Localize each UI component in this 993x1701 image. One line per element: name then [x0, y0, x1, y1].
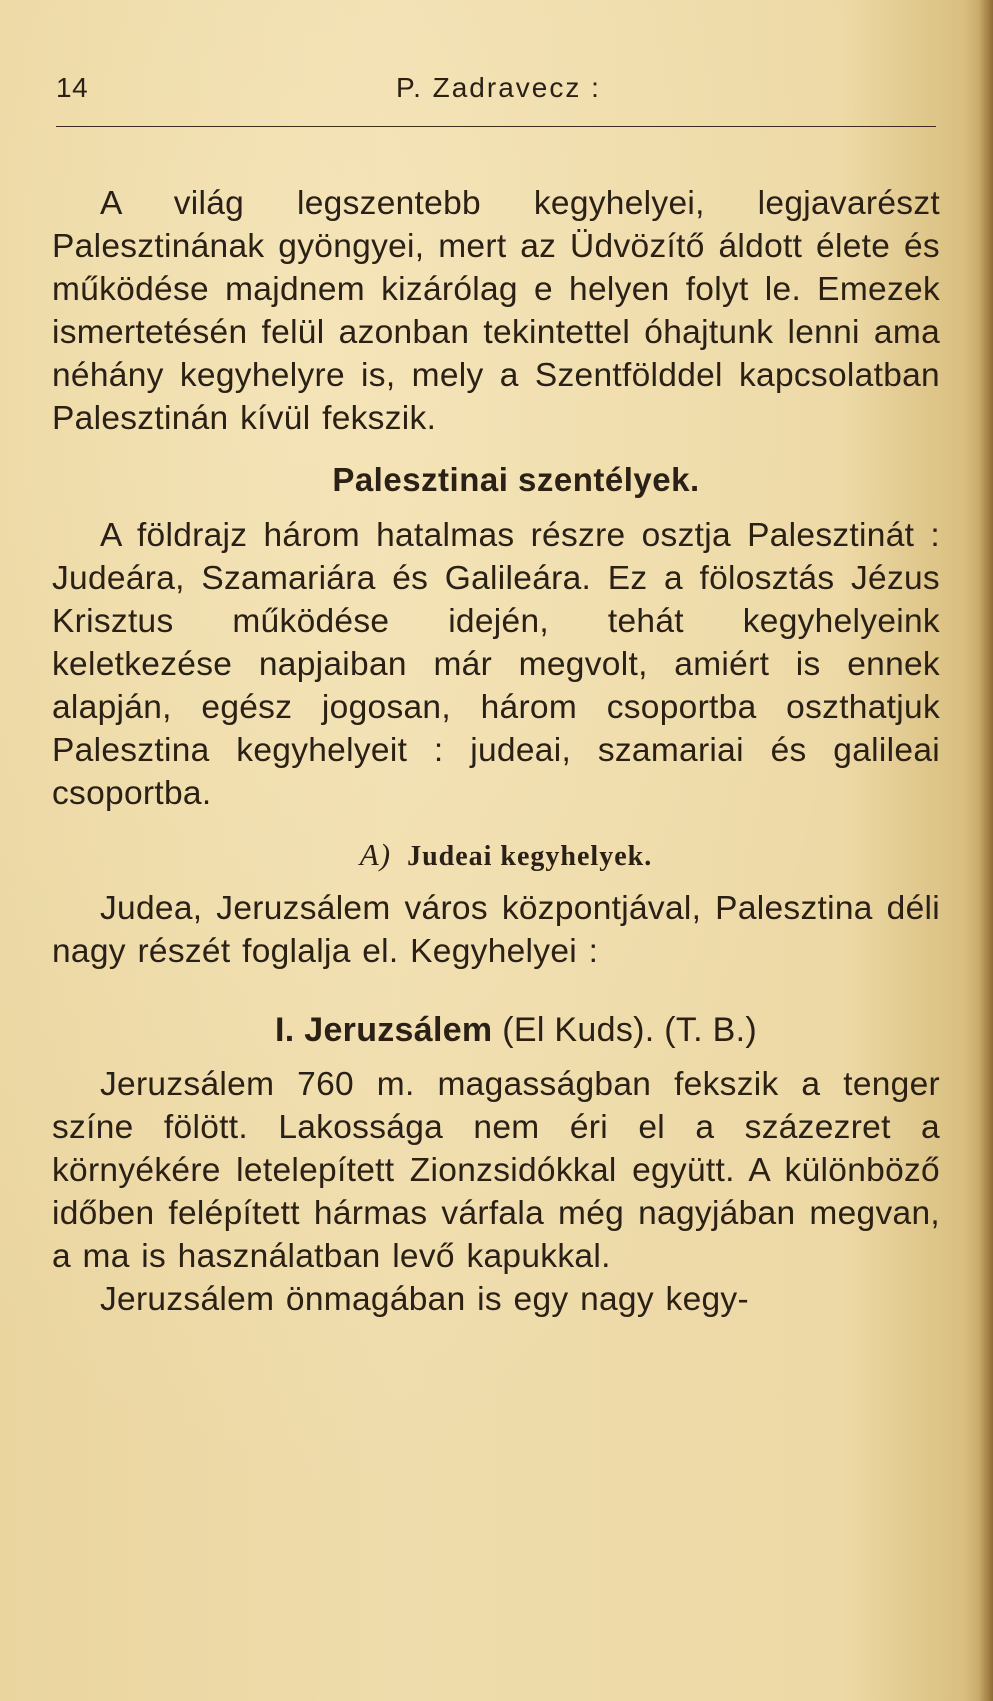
paragraph-jerusalem-continued: Jeruzsálem önmagában is egy nagy kegy-: [100, 1281, 749, 1318]
paragraph-regions: A földrajz három hatalmas részre osztja Palesztinát : Judeára, Szamariára és Galileára. Ez a fölosztás Jézus Krisztus működése idején, tehát kegyhelyeink keletkezése napjaiban már megvolt, amiért is ennek alapján, egész jogosan, három csoportba oszthatjuk Palesztina kegyhelyeit : judeai, szamariai és galileai csoportba.: [52, 517, 940, 812]
page-number: 14: [56, 72, 89, 103]
running-head: P. Zadravecz :: [396, 72, 601, 103]
intro-paragraph: A világ legszentebb kegyhelyei, legjavarészt Palesztinának gyöngyei, mert az Üdvözítő áldott élete és működése majdnem kizárólag e helyen folyt le. Emezek ismertetésén felül azonban tekintettel óhajtunk lenni ama néhány kegyhelyre is, mely a Szentfölddel kapcsolatban Palesztinán kívül fekszik.: [52, 185, 940, 437]
subsection-heading: [52, 835, 940, 877]
subsection-letter: A): [359, 837, 392, 872]
place-heading: [52, 1007, 940, 1053]
place-heading-note: (El Kuds). (T. B.): [502, 1011, 757, 1049]
place-heading-name: I. Jeruzsálem: [275, 1011, 493, 1049]
section-heading: Palesztinai szentélyek.: [332, 461, 700, 498]
page-header: [56, 72, 936, 112]
page-body: [52, 182, 940, 1321]
page-edge-shadow: [979, 0, 993, 1701]
subsection-label: Judeai kegyhelyek.: [407, 841, 653, 872]
paragraph-jerusalem: Jeruzsálem 760 m. magasságban fekszik a tenger színe fölött. Lakossága nem éri el a százezret a környékére letelepített Zionzsidókkal együtt. A különböző időben felépített hármas várfala még nagyjában megvan, a ma is használatban levő kapukkal.: [52, 1066, 940, 1275]
paragraph-judea: Judea, Jeruzsálem város központjával, Palesztina déli nagy részét foglalja el. Kegyhelyei :: [52, 890, 940, 970]
header-rule: [56, 126, 936, 127]
